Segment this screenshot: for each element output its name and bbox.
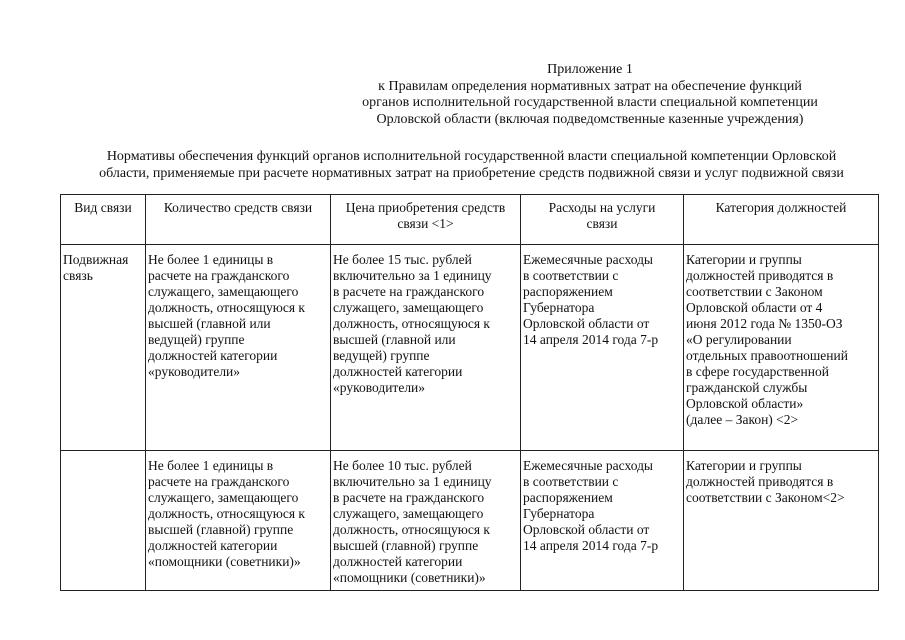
cell-line: «руководители»: [333, 380, 426, 395]
header-line: Категория должностей: [715, 200, 847, 215]
cell-line: в расчете на гражданского: [333, 284, 485, 299]
cell-line: Ежемесячные расходы: [523, 458, 654, 473]
cell-quantity: [146, 451, 331, 591]
appendix-line: Орловской области (включая подведомственные казенные учреждения): [376, 111, 804, 127]
header-line: Цена приобретения средств: [345, 200, 506, 215]
cell-communication-type: [61, 245, 146, 451]
cell-line: Не более 1 единицы в: [148, 252, 274, 267]
cell-line: служащего, замещающего: [148, 284, 299, 299]
cell-price: [331, 245, 521, 451]
appendix-line: органов исполнительной государственной власти специальной компетенции: [362, 95, 818, 110]
norms-table: [60, 194, 879, 591]
cell-line: должность, относящуюся к: [333, 316, 490, 331]
cell-line: служащего, замещающего: [333, 300, 484, 315]
cell-line: в соответствии с: [523, 474, 619, 489]
cell-line: ведущей) группе: [333, 348, 430, 363]
cell-line: (далее – Закон) <2>: [686, 412, 799, 427]
cell-line: соответствии с Законом<2>: [686, 490, 845, 505]
cell-position-category: [684, 245, 879, 451]
cell-line: Орловской области от: [523, 316, 650, 331]
cell-line: 14 апреля 2014 года 7-р: [523, 332, 659, 347]
cell-line: Не более 1 единицы в: [148, 458, 274, 473]
cell-position-category: [684, 451, 879, 591]
cell-line: распоряжением: [523, 490, 613, 505]
header-line: Расходы на услуги: [548, 200, 656, 215]
cell-service-costs: [521, 245, 684, 451]
cell-line: июня 2012 года № 1350-ОЗ: [686, 316, 843, 331]
table-header-row: [61, 195, 879, 245]
cell-line: должностей категории: [333, 554, 463, 569]
cell-line: расчете на гражданского: [148, 268, 290, 283]
cell-line: должностей категории: [333, 364, 463, 379]
header-line: связи <1>: [397, 216, 454, 231]
cell-line: гражданской службы: [686, 380, 808, 395]
cell-line: Категории и группы: [686, 458, 802, 473]
header-line: связи: [586, 216, 618, 231]
cell-line: расчете на гражданского: [148, 474, 290, 489]
cell-line: в соответствии с: [523, 268, 619, 283]
cell-line: должность, относящуюся к: [148, 300, 305, 315]
table-row: [61, 451, 879, 591]
cell-line: Губернатора: [523, 506, 595, 521]
header-line: Вид связи: [74, 200, 132, 215]
cell-line: включительно за 1 единицу: [333, 268, 492, 283]
cell-quantity: [146, 245, 331, 451]
cell-line: включительно за 1 единицу: [333, 474, 492, 489]
header-position-category: [684, 195, 879, 245]
cell-line: связь: [63, 268, 93, 283]
cell-line: Подвижная: [63, 252, 129, 267]
appendix-header: [300, 62, 880, 128]
cell-communication-type: [61, 451, 146, 591]
header-price: [331, 195, 521, 245]
cell-line: отдельных правоотношений: [686, 348, 848, 363]
header-quantity: [146, 195, 331, 245]
cell-line: Орловской области»: [686, 396, 804, 411]
title-line: области, применяемые при расчете нормативных затрат на приобретение средств подвижной связи и услуг подвижной связи: [99, 166, 844, 181]
cell-line: должностей категории: [148, 538, 278, 553]
cell-line: должностей категории: [148, 348, 278, 363]
header-communication-type: [61, 195, 146, 245]
cell-line: Орловской области от 4: [686, 300, 823, 315]
cell-line: служащего, замещающего: [333, 506, 484, 521]
cell-line: Не более 15 тыс. рублей: [333, 252, 472, 267]
cell-line: высшей (главной) группе: [148, 522, 294, 537]
cell-line: служащего, замещающего: [148, 490, 299, 505]
cell-line: должность, относящуюся к: [148, 506, 305, 521]
cell-line: высшей (главной) группе: [333, 538, 479, 553]
cell-line: высшей (главной или: [333, 332, 456, 347]
cell-line: Губернатора: [523, 300, 595, 315]
cell-line: высшей (главной или: [148, 316, 271, 331]
cell-line: должностей приводятся в: [686, 474, 834, 489]
cell-line: «помощники (советники)»: [148, 554, 301, 569]
cell-line: Ежемесячные расходы: [523, 252, 654, 267]
cell-line: в сфере государственной: [686, 364, 829, 379]
cell-line: 14 апреля 2014 года 7-р: [523, 538, 659, 553]
cell-line: «О регулировании: [686, 332, 792, 347]
cell-price: [331, 451, 521, 591]
cell-line: Категории и группы: [686, 252, 802, 267]
appendix-line: к Правилам определения нормативных затрат на обеспечение функций: [378, 78, 802, 94]
header-service-costs: [521, 195, 684, 245]
cell-line: Не более 10 тыс. рублей: [333, 458, 472, 473]
cell-line: «помощники (советники)»: [333, 570, 486, 585]
cell-line: «руководители»: [148, 364, 241, 379]
title-line: Нормативы обеспечения функций органов исполнительной государственной власти специальной компетенции Орловской: [106, 149, 837, 164]
cell-line: распоряжением: [523, 284, 613, 299]
table-row: [61, 245, 879, 451]
cell-line: должностей приводятся в: [686, 268, 834, 283]
cell-line: в расчете на гражданского: [333, 490, 485, 505]
header-line: Количество средств связи: [163, 200, 313, 215]
cell-service-costs: [521, 451, 684, 591]
cell-line: Орловской области от: [523, 522, 650, 537]
cell-line: соответствии с Законом: [686, 284, 823, 299]
cell-line: должность, относящуюся к: [333, 522, 490, 537]
appendix-line: Приложение 1: [547, 62, 633, 77]
cell-line: ведущей) группе: [148, 332, 245, 347]
document-title: [64, 148, 879, 182]
